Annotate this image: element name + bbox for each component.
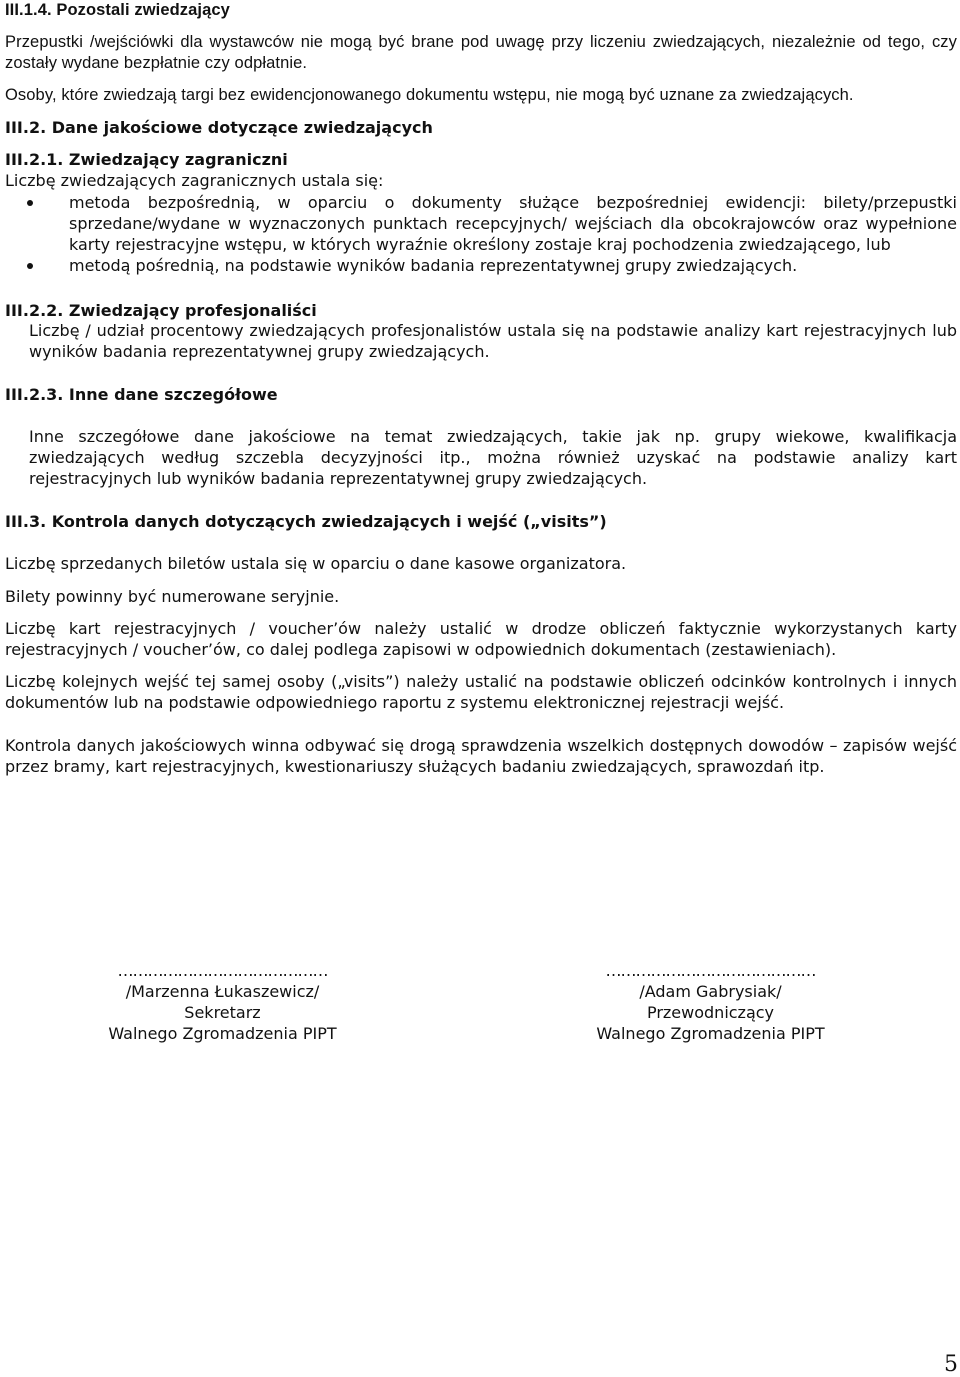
paragraph-foreign-visitors-intro: Liczbę zwiedzających zagranicznych ustala się:	[5, 171, 384, 190]
paragraph-unregistered-visitors: Osoby, które zwiedzają targi bez ewidencjonowanego dokumentu wstępu, nie mogą być uznane za zwiedzających.	[5, 86, 854, 104]
bullet-icon	[27, 200, 33, 206]
paragraph-other-detailed-data: Inne szczegółowe dane jakościowe na temat zwiedzających, takie jak np. grupy wiekowe, kwalifikacja zwiedzających według szczebla decyzyjności itp., można również uzyskać na podstawie analizy kart rejestracyjnych lub wyników badania reprezentatywnej grupy zwiedzających.	[29, 427, 957, 488]
foreign-visitors-method-list	[0, 192, 957, 276]
signatory-role: Sekretarz	[184, 1003, 261, 1022]
paragraph-exhibitor-passes: Przepustki /wejściówki dla wystawców nie mogą być brane pod uwagę przy liczeniu zwiedzających, niezależnie od tego, czy zostały wydane bezpłatnie czy odpłatnie.	[5, 33, 957, 72]
heading-iii-2-1: III.2.1. Zwiedzający zagraniczni	[5, 150, 288, 169]
heading-iii-2-3: III.2.3. Inne dane szczegółowe	[5, 385, 278, 404]
paragraph-repeat-visits: Liczbę kolejnych wejść tej samej osoby („visits”) należy ustalić na podstawie obliczeń odcinków kontrolnych i innych dokumentów lub na podstawie odpowiedniego raportu z systemu elektronicznej rejestracji wejść.	[5, 672, 957, 712]
paragraph-quality-control: Kontrola danych jakościowych winna odbywać się drogą sprawdzenia wszelkich dostępnych dowodów – zapisów wejść przez bramy, kart rejestracyjnych, kwestionariuszy służących badaniu zwiedzających, sprawozdań itp.	[5, 736, 957, 776]
signatory-name: /Marzenna Łukaszewicz/	[125, 982, 320, 1001]
signatory-body: Walnego Zgromadzenia PIPT	[596, 1024, 825, 1043]
signatory-role: Przewodniczący	[646, 1003, 775, 1022]
signatory-body: Walnego Zgromadzenia PIPT	[108, 1024, 337, 1043]
paragraph-sold-tickets: Liczbę sprzedanych biletów ustala się w oparciu o dane kasowe organizatora.	[5, 554, 627, 573]
list-item: metodą pośrednią, na podstawie wyników badania reprezentatywnej grupy zwiedzających.	[0, 255, 957, 276]
signature-line: ……………………………………	[117, 961, 328, 980]
paragraph-registration-cards: Liczbę kart rejestracyjnych / voucher’ów należy ustalić w drodze obliczeń faktycznie wykorzystanych karty rejestracyjnych / voucher’ów, co dalej podlega zapisowi w odpowiednich dokumentach (zestawieniach).	[5, 619, 957, 659]
heading-iii-2: III.2. Dane jakościowe dotyczące zwiedzających	[5, 118, 433, 137]
signature-line: ……………………………………	[605, 961, 816, 980]
heading-iii-2-2: III.2.2. Zwiedzający profesjonaliści	[5, 301, 317, 320]
signatory-name: /Adam Gabrysiak/	[639, 982, 782, 1001]
bullet-icon	[27, 263, 33, 269]
heading-iii-3: III.3. Kontrola danych dotyczących zwiedzających i wejść („visits”)	[5, 512, 607, 531]
signature-right	[583, 960, 838, 1044]
heading-iii-1-4: III.1.4. Pozostali zwiedzający	[5, 1, 230, 19]
signature-left	[95, 960, 350, 1044]
page-number: 5	[944, 1352, 958, 1377]
paragraph-serial-numbers: Bilety powinny być numerowane seryjnie.	[5, 587, 340, 606]
list-item: metoda bezpośrednią, w oparciu o dokumenty służące bezpośredniej ewidencji: bilety/przepustki sprzedane/wydane w wyznaczonych punktach recepcyjnych/ wejściach dla obcokrajowców oraz wypełnione karty rejestracyjne wstępu, w których wyraźnie określony zostaje kraj pochodzenia zwiedzającego, lub	[0, 192, 957, 255]
paragraph-professional-visitors: Liczbę / udział procentowy zwiedzających profesjonalistów ustala się na podstawie analizy kart rejestracyjnych lub wyników badania reprezentatywnej grupy zwiedzających.	[29, 321, 957, 361]
